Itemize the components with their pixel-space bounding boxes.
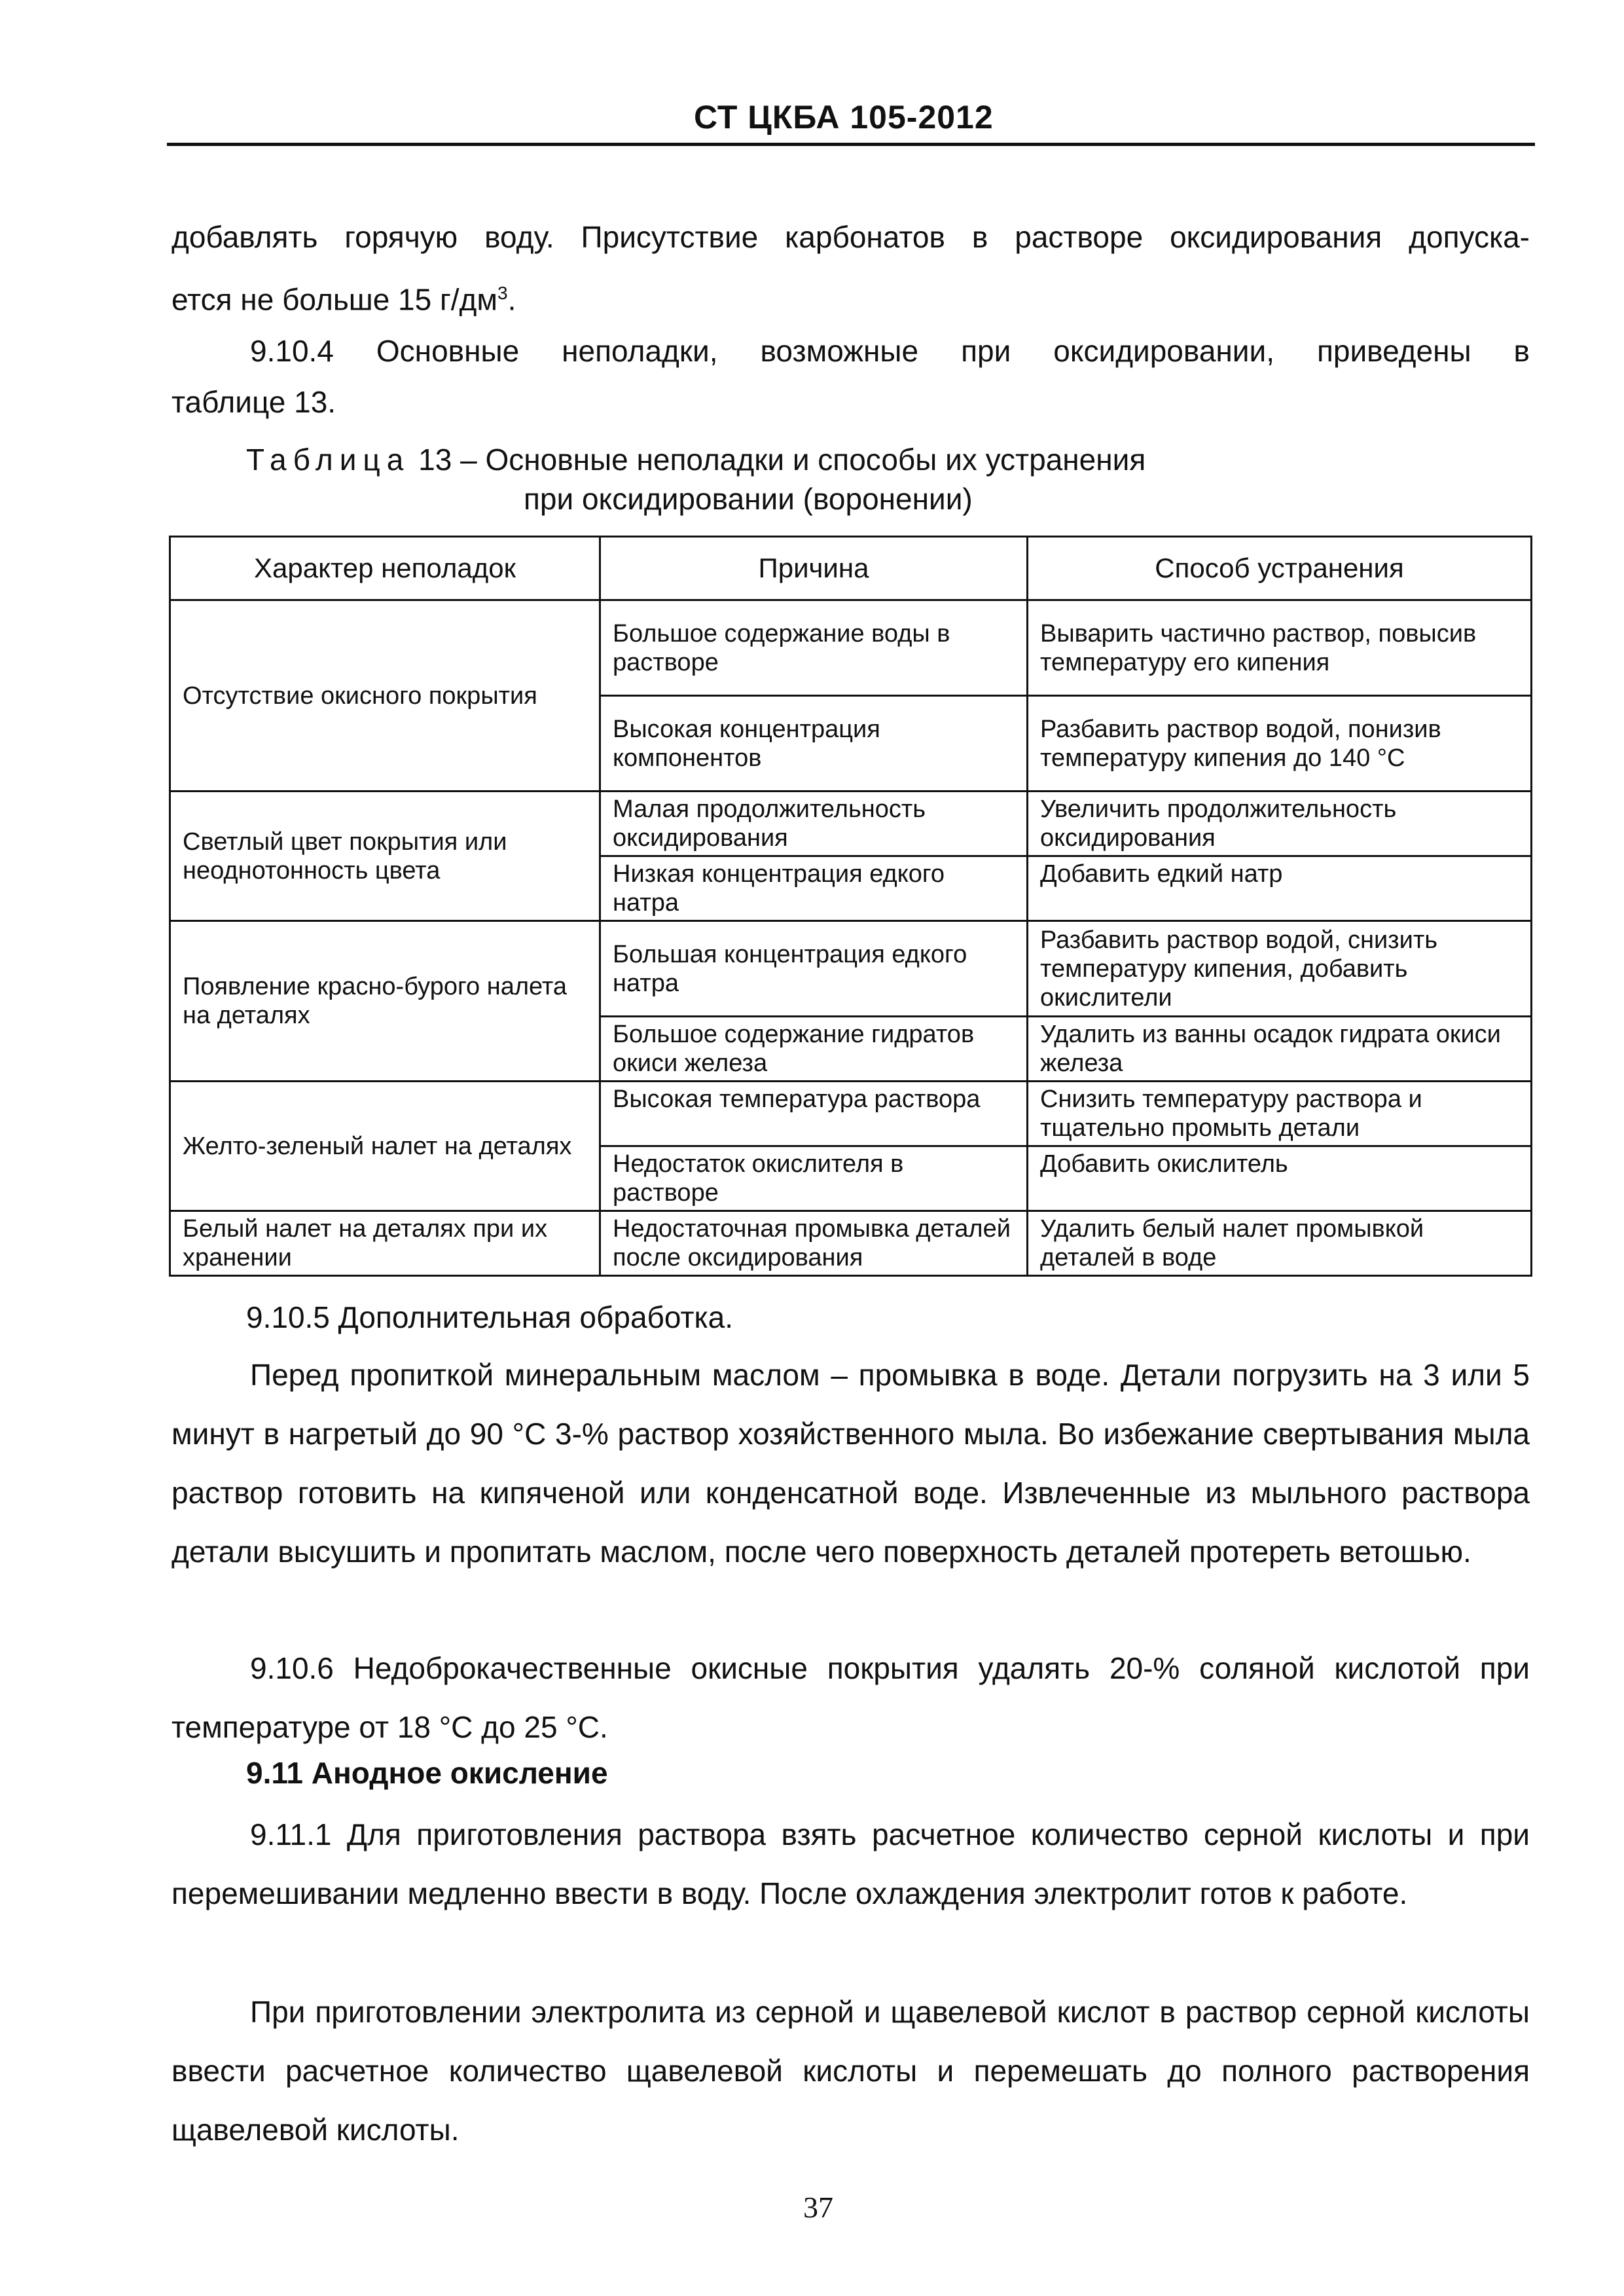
para-9-11-1: 9.11.1 Для приготовления раствора взять расчетное количество серной кислоты и при перемешивании медленно ввести в воду. После охлаждения электролит готов к работе. <box>171 1817 1530 1910</box>
cause-cell: Большое содержание гидратов окиси железа <box>600 1017 1028 1082</box>
remedy-cell: Увеличить продолжительность оксидирования <box>1028 792 1532 856</box>
remedy-cell: Разбавить раствор водой, понизив температуру кипения до 140 °С <box>1028 696 1532 792</box>
defect-cell: Желто-зеленый налет на деталях <box>170 1082 600 1211</box>
remedy-cell: Выварить частично раствор, повысив температуру его кипения <box>1028 600 1532 696</box>
table-row <box>170 1211 1532 1276</box>
page-number: 37 <box>803 2191 833 2224</box>
remedy-cell: Удалить из ванны осадок гидрата окиси железа <box>1028 1017 1532 1082</box>
cause-cell: Недостаточная промывка деталей после оксидирования <box>600 1211 1028 1276</box>
remedy-cell: Добавить окислитель <box>1028 1146 1532 1211</box>
table-caption-title: 13 – Основные неполадки и способы их устранения <box>410 443 1146 477</box>
intro-line-2-text: ется не больше 15 г/дм <box>171 282 498 317</box>
intro-line-2 <box>171 274 1530 319</box>
para-9-10-4-line-2: таблице 13. <box>171 385 336 419</box>
table-row <box>170 792 1532 856</box>
table-caption-label: Таблица <box>246 443 410 477</box>
cause-cell: Большая концентрация едкого натра <box>600 921 1028 1017</box>
header-cause: Причина <box>600 537 1028 600</box>
cause-cell: Малая продолжительность оксидирования <box>600 792 1028 856</box>
cause-cell: Большое содержание воды в растворе <box>600 600 1028 696</box>
para-9-10-6: 9.10.6 Недоброкачественные окисные покрытия удалять 20-% соляной кислотой при температуре от 18 °С до 25 °С. <box>171 1651 1530 1744</box>
header-rule <box>167 143 1535 146</box>
intro-line-1: добавлять горячую воду. Присутствие карбонатов в растворе оксидирования допуска- <box>171 220 1530 254</box>
section-9-11-heading: 9.11 Анодное окисление <box>246 1756 608 1790</box>
defect-cell: Белый налет на деталях при их хранении <box>170 1211 600 1276</box>
para-9-11-1-continuation: При приготовлении электролита из серной и щавелевой кислот в раствор серной кислоты ввести расчетное количество щавелевой кислоты и перемешать до полного растворения щавелевой кислоты. <box>171 1995 1530 2147</box>
cause-cell: Высокая концентрация компонентов <box>600 696 1028 792</box>
table-row <box>170 921 1532 1017</box>
remedy-cell: Удалить белый налет промывкой деталей в воде <box>1028 1211 1532 1276</box>
header-remedy: Способ устранения <box>1028 537 1532 600</box>
table-header-row <box>170 537 1532 600</box>
cause-cell: Недостаток окислителя в растворе <box>600 1146 1028 1211</box>
cause-cell: Высокая температура раствора <box>600 1082 1028 1146</box>
table-row <box>170 1082 1532 1146</box>
header-defect: Характер неполадок <box>170 537 600 600</box>
para-9-10-4-line-1: 9.10.4 Основные неполадки, возможные при оксидировании, приведены в <box>250 334 1530 368</box>
remedy-cell: Разбавить раствор водой, снизить температуру кипения, добавить окислители <box>1028 921 1532 1017</box>
document-code-header: СТ ЦКБА 105-2012 <box>694 99 994 136</box>
defect-cell: Светлый цвет покрытия или неоднотонность цвета <box>170 792 600 921</box>
table-row <box>170 600 1532 696</box>
remedy-cell: Снизить температуру раствора и тщательно промыть детали <box>1028 1082 1532 1146</box>
intro-superscript: 3 <box>497 283 508 303</box>
para-9-10-5-body: Перед пропиткой минеральным маслом – промывка в воде. Детали погрузить на 3 или 5 минут в нагретый до 90 °С 3-% раствор хозяйственного мыла. Во избежание свертывания мыла раствор готовить на кипяченой или конденсатной воде. Извлеченные из мыльного раствора детали высушить и пропитать маслом, после чего поверхность деталей протереть ветошью. <box>171 1358 1530 1569</box>
table-caption-line-2: при оксидировании (воронении) <box>524 482 973 516</box>
para-9-10-5-heading: 9.10.5 Дополнительная обработка. <box>246 1300 734 1334</box>
defect-cell: Появление красно-бурого налета на деталях <box>170 921 600 1082</box>
defect-cell: Отсутствие окисного покрытия <box>170 600 600 792</box>
remedy-cell: Добавить едкий натр <box>1028 856 1532 921</box>
intro-line-2-end: . <box>507 282 516 317</box>
cause-cell: Низкая концентрация едкого натра <box>600 856 1028 921</box>
table-caption-line-1 <box>246 441 1146 478</box>
table-13 <box>169 536 1532 1277</box>
